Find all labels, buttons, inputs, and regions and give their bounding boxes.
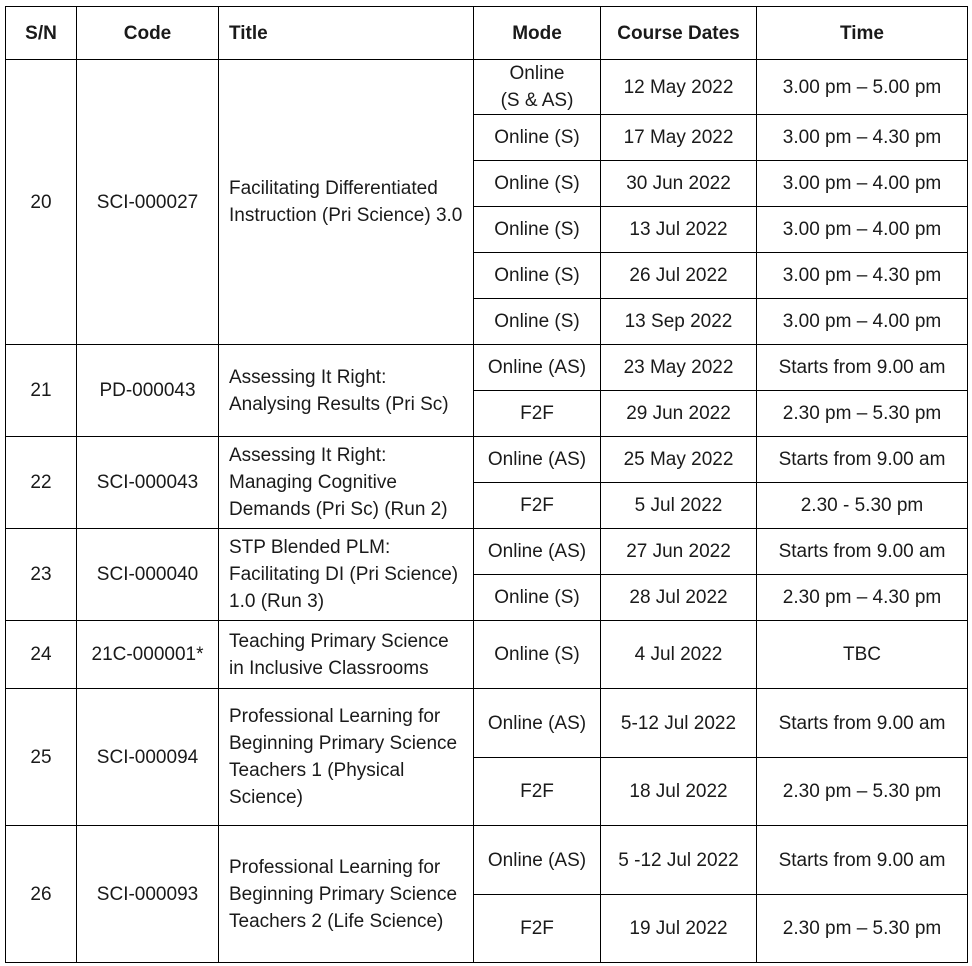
table-row [6, 621, 968, 689]
cell-time: 3.00 pm – 4.30 pm [757, 253, 968, 299]
cell-time: 3.00 pm – 4.00 pm [757, 299, 968, 345]
cell-code: SCI-000093 [77, 826, 219, 963]
cell-time: 2.30 pm – 5.30 pm [757, 391, 968, 437]
cell-mode: F2F [474, 483, 601, 529]
cell-course-date: 26 Jul 2022 [601, 253, 757, 299]
cell-time: TBC [757, 621, 968, 689]
cell-time: Starts from 9.00 am [757, 529, 968, 575]
cell-course-date: 23 May 2022 [601, 345, 757, 391]
cell-title: Professional Learning for Beginning Primary Science Teachers 2 (Life Science) [219, 826, 474, 963]
cell-title: Professional Learning for Beginning Primary Science Teachers 1 (Physical Science) [219, 689, 474, 826]
cell-course-date: 30 Jun 2022 [601, 161, 757, 207]
cell-time: 3.00 pm – 4.00 pm [757, 207, 968, 253]
cell-course-date: 12 May 2022 [601, 60, 757, 115]
cell-title: STP Blended PLM: Facilitating DI (Pri Science) 1.0 (Run 3) [219, 529, 474, 621]
cell-mode: Online (AS) [474, 437, 601, 483]
cell-mode: Online (S) [474, 621, 601, 689]
cell-mode: Online (S) [474, 299, 601, 345]
cell-mode: Online (AS) [474, 529, 601, 575]
cell-mode: F2F [474, 895, 601, 963]
cell-course-date: 27 Jun 2022 [601, 529, 757, 575]
cell-mode: Online (S & AS) [474, 60, 601, 115]
cell-sn: 20 [6, 60, 77, 345]
cell-time: 2.30 pm – 4.30 pm [757, 575, 968, 621]
cell-code: PD-000043 [77, 345, 219, 437]
cell-time: Starts from 9.00 am [757, 345, 968, 391]
cell-title: Teaching Primary Science in Inclusive Classrooms [219, 621, 474, 689]
cell-course-date: 13 Jul 2022 [601, 207, 757, 253]
cell-mode: F2F [474, 391, 601, 437]
header-row [6, 7, 968, 60]
cell-course-date: 13 Sep 2022 [601, 299, 757, 345]
cell-time: 3.00 pm – 4.00 pm [757, 161, 968, 207]
header-mode: Mode [474, 7, 601, 60]
cell-mode: Online (S) [474, 161, 601, 207]
cell-title: Facilitating Differentiated Instruction (Pri Science) 3.0 [219, 60, 474, 345]
cell-time: Starts from 9.00 am [757, 826, 968, 895]
cell-mode: Online (S) [474, 115, 601, 161]
cell-sn: 23 [6, 529, 77, 621]
cell-time: 2.30 - 5.30 pm [757, 483, 968, 529]
cell-time: Starts from 9.00 am [757, 437, 968, 483]
table-row [6, 826, 968, 895]
cell-time: 3.00 pm – 5.00 pm [757, 60, 968, 115]
table-row [6, 689, 968, 758]
header-code: Code [77, 7, 219, 60]
cell-course-date: 5 Jul 2022 [601, 483, 757, 529]
cell-code: SCI-000027 [77, 60, 219, 345]
table-row [6, 437, 968, 483]
header-time: Time [757, 7, 968, 60]
course-schedule-table [5, 6, 968, 963]
cell-course-date: 18 Jul 2022 [601, 758, 757, 826]
cell-mode: Online (S) [474, 575, 601, 621]
cell-mode: Online (S) [474, 253, 601, 299]
cell-time: 2.30 pm – 5.30 pm [757, 895, 968, 963]
cell-course-date: 19 Jul 2022 [601, 895, 757, 963]
cell-course-date: 5 -12 Jul 2022 [601, 826, 757, 895]
cell-code: SCI-000040 [77, 529, 219, 621]
cell-time: Starts from 9.00 am [757, 689, 968, 758]
header-title: Title [219, 7, 474, 60]
cell-time: 2.30 pm – 5.30 pm [757, 758, 968, 826]
cell-sn: 25 [6, 689, 77, 826]
cell-code: SCI-000094 [77, 689, 219, 826]
cell-mode: Online (AS) [474, 345, 601, 391]
cell-mode: Online (S) [474, 207, 601, 253]
table-row [6, 60, 968, 115]
cell-title: Assessing It Right: Managing Cognitive Demands (Pri Sc) (Run 2) [219, 437, 474, 529]
cell-course-date: 25 May 2022 [601, 437, 757, 483]
cell-mode: Online (AS) [474, 826, 601, 895]
cell-mode: Online (AS) [474, 689, 601, 758]
table-body [6, 60, 968, 963]
cell-course-date: 4 Jul 2022 [601, 621, 757, 689]
cell-sn: 21 [6, 345, 77, 437]
cell-sn: 22 [6, 437, 77, 529]
cell-time: 3.00 pm – 4.30 pm [757, 115, 968, 161]
cell-course-date: 17 May 2022 [601, 115, 757, 161]
cell-mode: F2F [474, 758, 601, 826]
table-row [6, 529, 968, 575]
cell-sn: 24 [6, 621, 77, 689]
table-row [6, 345, 968, 391]
cell-sn: 26 [6, 826, 77, 963]
cell-course-date: 28 Jul 2022 [601, 575, 757, 621]
cell-course-date: 5-12 Jul 2022 [601, 689, 757, 758]
cell-code: 21C-000001* [77, 621, 219, 689]
header-sn: S/N [6, 7, 77, 60]
cell-code: SCI-000043 [77, 437, 219, 529]
cell-title: Assessing It Right: Analysing Results (Pri Sc) [219, 345, 474, 437]
header-course-dates: Course Dates [601, 7, 757, 60]
cell-course-date: 29 Jun 2022 [601, 391, 757, 437]
